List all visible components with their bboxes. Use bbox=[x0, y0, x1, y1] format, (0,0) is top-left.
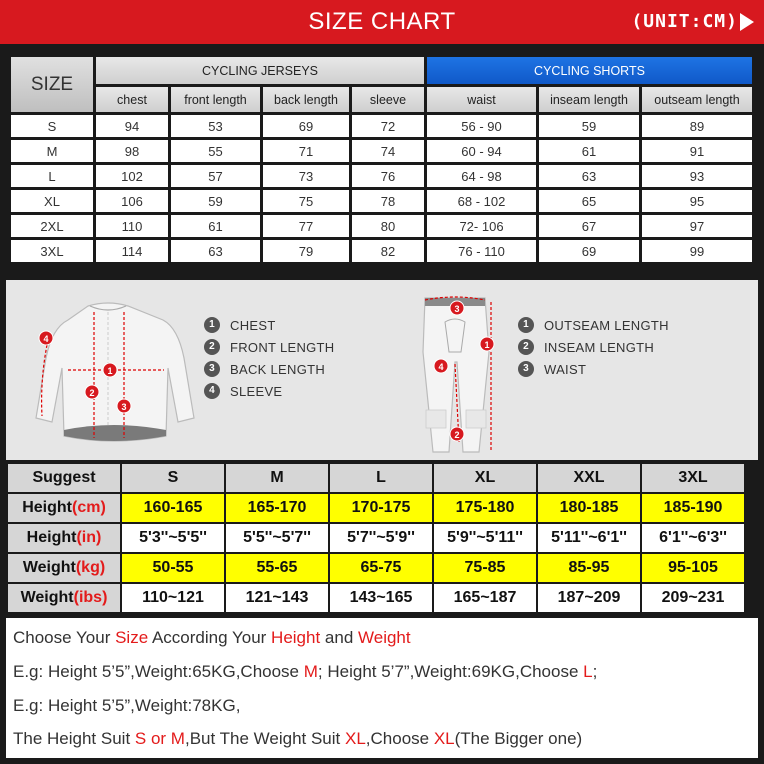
legend-item bbox=[518, 336, 669, 358]
legend-label: FRONT LENGTH bbox=[230, 339, 335, 355]
note-text: E.g: Height 5’5”,Weight:65KG,Choose bbox=[13, 662, 304, 681]
note-highlight: Size bbox=[115, 628, 149, 647]
legend-label: WAIST bbox=[544, 361, 587, 377]
size-cell: S bbox=[11, 115, 93, 137]
legend-item bbox=[518, 314, 669, 336]
table-cell: 6'1''~6'3'' bbox=[642, 524, 744, 552]
size-header: L bbox=[330, 464, 432, 492]
table-cell: 121~143 bbox=[226, 584, 328, 612]
table-row bbox=[11, 240, 752, 262]
page-title: SIZE CHART bbox=[308, 8, 456, 35]
svg-text:1: 1 bbox=[484, 340, 490, 350]
table-cell: 76 - 110 bbox=[427, 240, 536, 262]
number-badge: 4 bbox=[204, 383, 220, 399]
table-cell: 5'11''~6'1'' bbox=[538, 524, 640, 552]
row-unit: (kg) bbox=[75, 559, 106, 576]
note-line-4 bbox=[13, 729, 582, 749]
size-cell: 3XL bbox=[11, 240, 93, 262]
note-line-1 bbox=[13, 628, 411, 648]
table-cell: 110~121 bbox=[122, 584, 224, 612]
size-header: XL bbox=[434, 464, 536, 492]
note-highlight: M bbox=[303, 662, 318, 681]
jersey-legend bbox=[204, 314, 334, 402]
svg-text:4: 4 bbox=[438, 362, 444, 372]
column-header: chest bbox=[96, 87, 168, 112]
jerseys-header: CYCLING JERSEYS bbox=[96, 57, 424, 84]
table-cell: 77 bbox=[263, 215, 349, 237]
table-cell: 69 bbox=[263, 115, 349, 137]
table-row bbox=[8, 464, 744, 492]
note-text: ,But The Weight Suit bbox=[184, 729, 345, 748]
row-label-text: Height bbox=[22, 499, 72, 516]
size-header: S bbox=[122, 464, 224, 492]
row-label bbox=[8, 554, 120, 582]
table-row bbox=[11, 115, 752, 137]
table-row bbox=[11, 165, 752, 187]
number-badge: 1 bbox=[204, 317, 220, 333]
legend-label: BACK LENGTH bbox=[230, 361, 326, 377]
table-cell: 75-85 bbox=[434, 554, 536, 582]
table-cell: 5'9''~5'11'' bbox=[434, 524, 536, 552]
svg-text:3: 3 bbox=[454, 304, 460, 314]
table-cell: 185-190 bbox=[642, 494, 744, 522]
row-unit: (cm) bbox=[72, 499, 106, 516]
table-cell: 55-65 bbox=[226, 554, 328, 582]
table-cell: 180-185 bbox=[538, 494, 640, 522]
row-label-text: Weight bbox=[20, 589, 74, 606]
size-header: M bbox=[226, 464, 328, 492]
size-header: SIZE bbox=[11, 57, 93, 112]
table-cell: 170-175 bbox=[330, 494, 432, 522]
column-header: outseam length bbox=[642, 87, 752, 112]
legend-item bbox=[518, 358, 669, 380]
row-label bbox=[8, 584, 120, 612]
row-unit: (ibs) bbox=[73, 589, 108, 606]
shorts-illustration bbox=[411, 292, 501, 457]
size-cell: L bbox=[11, 165, 93, 187]
table-cell: 5'3''~5'5'' bbox=[122, 524, 224, 552]
table-cell: 80 bbox=[352, 215, 424, 237]
table-cell: 73 bbox=[263, 165, 349, 187]
note-text: ; Height 5’7”,Weight:69KG,Choose bbox=[317, 662, 584, 681]
size-cell: 2XL bbox=[11, 215, 93, 237]
number-badge: 1 bbox=[518, 317, 534, 333]
svg-text:3: 3 bbox=[121, 402, 127, 412]
table-cell: 65-75 bbox=[330, 554, 432, 582]
table-cell: 67 bbox=[539, 215, 639, 237]
shorts-legend bbox=[518, 314, 669, 380]
table-cell: 60 - 94 bbox=[427, 140, 536, 162]
size-guide-notes bbox=[6, 618, 758, 758]
table-cell: 85-95 bbox=[538, 554, 640, 582]
table-cell: 175-180 bbox=[434, 494, 536, 522]
svg-text:4: 4 bbox=[43, 334, 49, 344]
legend-label: SLEEVE bbox=[230, 383, 283, 399]
row-label-text: Weight bbox=[22, 559, 76, 576]
table-cell: 143~165 bbox=[330, 584, 432, 612]
legend-item bbox=[204, 336, 334, 358]
shorts-header: CYCLING SHORTS bbox=[427, 57, 752, 84]
table-cell: 79 bbox=[263, 240, 349, 262]
note-highlight: L bbox=[583, 662, 593, 681]
legend-item bbox=[204, 358, 334, 380]
table-cell: 102 bbox=[96, 165, 168, 187]
diagram-section bbox=[6, 280, 758, 460]
measurement-section bbox=[0, 44, 764, 276]
row-label-text: Height bbox=[26, 529, 77, 546]
table-cell: 106 bbox=[96, 190, 168, 212]
row-label bbox=[8, 524, 120, 552]
table-cell: 5'7''~5'9'' bbox=[330, 524, 432, 552]
table-cell: 78 bbox=[352, 190, 424, 212]
table-row bbox=[11, 140, 752, 162]
row-unit: (in) bbox=[76, 529, 102, 546]
table-cell: 74 bbox=[352, 140, 424, 162]
jersey-illustration bbox=[28, 298, 198, 448]
table-cell: 71 bbox=[263, 140, 349, 162]
size-cell: XL bbox=[11, 190, 93, 212]
table-cell: 165~187 bbox=[434, 584, 536, 612]
table-cell: 72- 106 bbox=[427, 215, 536, 237]
note-text: According Your bbox=[148, 628, 272, 647]
note-text: and bbox=[320, 628, 358, 647]
note-highlight: Weight bbox=[358, 628, 411, 647]
table-cell: 63 bbox=[171, 240, 260, 262]
table-cell: 97 bbox=[642, 215, 752, 237]
table-cell: 61 bbox=[171, 215, 260, 237]
note-highlight: Height bbox=[271, 628, 321, 647]
table-row bbox=[8, 524, 744, 552]
svg-text:2: 2 bbox=[454, 430, 460, 440]
suggest-section bbox=[6, 462, 758, 614]
table-cell: 68 - 102 bbox=[427, 190, 536, 212]
table-cell: 50-55 bbox=[122, 554, 224, 582]
table-cell: 69 bbox=[539, 240, 639, 262]
table-cell: 98 bbox=[96, 140, 168, 162]
legend-item bbox=[204, 314, 334, 336]
table-cell: 59 bbox=[171, 190, 260, 212]
size-header: 3XL bbox=[642, 464, 744, 492]
note-text: The Height Suit bbox=[13, 729, 135, 748]
table-cell: 94 bbox=[96, 115, 168, 137]
table-cell: 5'5''~5'7'' bbox=[226, 524, 328, 552]
column-header: back length bbox=[263, 87, 349, 112]
note-line-2 bbox=[13, 662, 597, 682]
table-cell: 165-170 bbox=[226, 494, 328, 522]
number-badge: 2 bbox=[518, 339, 534, 355]
table-cell: 72 bbox=[352, 115, 424, 137]
size-header: XXL bbox=[538, 464, 640, 492]
note-highlight: XL bbox=[433, 729, 455, 748]
legend-label: CHEST bbox=[230, 317, 276, 333]
table-cell: 114 bbox=[96, 240, 168, 262]
column-header: waist bbox=[427, 87, 536, 112]
table-cell: 53 bbox=[171, 115, 260, 137]
column-header: inseam length bbox=[539, 87, 639, 112]
table-cell: 91 bbox=[642, 140, 752, 162]
table-row bbox=[8, 584, 744, 612]
play-arrow-icon bbox=[740, 13, 754, 31]
table-cell: 187~209 bbox=[538, 584, 640, 612]
column-header: sleeve bbox=[352, 87, 424, 112]
table-cell: 56 - 90 bbox=[427, 115, 536, 137]
table-cell: 63 bbox=[539, 165, 639, 187]
note-text: ,Choose bbox=[365, 729, 434, 748]
note-text: Choose Your bbox=[13, 628, 116, 647]
suggest-header: Suggest bbox=[8, 464, 120, 492]
table-cell: 55 bbox=[171, 140, 260, 162]
note-highlight: XL bbox=[344, 729, 366, 748]
table-row bbox=[8, 494, 744, 522]
table-cell: 82 bbox=[352, 240, 424, 262]
table-cell: 76 bbox=[352, 165, 424, 187]
svg-text:2: 2 bbox=[89, 388, 95, 398]
number-badge: 2 bbox=[204, 339, 220, 355]
suggest-table bbox=[6, 462, 746, 614]
table-cell: 93 bbox=[642, 165, 752, 187]
table-cell: 57 bbox=[171, 165, 260, 187]
table-cell: 89 bbox=[642, 115, 752, 137]
table-cell: 75 bbox=[263, 190, 349, 212]
table-row bbox=[8, 554, 744, 582]
measurement-table bbox=[8, 54, 755, 265]
unit-label: (UNIT:CM) bbox=[631, 11, 738, 32]
table-cell: 99 bbox=[642, 240, 752, 262]
svg-text:1: 1 bbox=[107, 366, 113, 376]
legend-label: OUTSEAM LENGTH bbox=[544, 317, 669, 333]
note-text: ; bbox=[592, 662, 598, 681]
table-cell: 209~231 bbox=[642, 584, 744, 612]
legend-label: INSEAM LENGTH bbox=[544, 339, 655, 355]
table-cell: 59 bbox=[539, 115, 639, 137]
column-header: front length bbox=[171, 87, 260, 112]
legend-item bbox=[204, 380, 334, 402]
table-cell: 61 bbox=[539, 140, 639, 162]
table-cell: 95 bbox=[642, 190, 752, 212]
note-line-3: E.g: Height 5’5”,Weight:78KG, bbox=[13, 696, 241, 715]
size-cell: M bbox=[11, 140, 93, 162]
table-cell: 64 - 98 bbox=[427, 165, 536, 187]
table-row bbox=[11, 215, 752, 237]
table-cell: 95-105 bbox=[642, 554, 744, 582]
table-row bbox=[11, 190, 752, 212]
table-cell: 110 bbox=[96, 215, 168, 237]
number-badge: 3 bbox=[204, 361, 220, 377]
header-bar bbox=[0, 0, 764, 44]
table-cell: 65 bbox=[539, 190, 639, 212]
table-cell: 160-165 bbox=[122, 494, 224, 522]
note-text: (The Bigger one) bbox=[454, 729, 583, 748]
number-badge: 3 bbox=[518, 361, 534, 377]
note-highlight: S or M bbox=[134, 729, 185, 748]
row-label bbox=[8, 494, 120, 522]
